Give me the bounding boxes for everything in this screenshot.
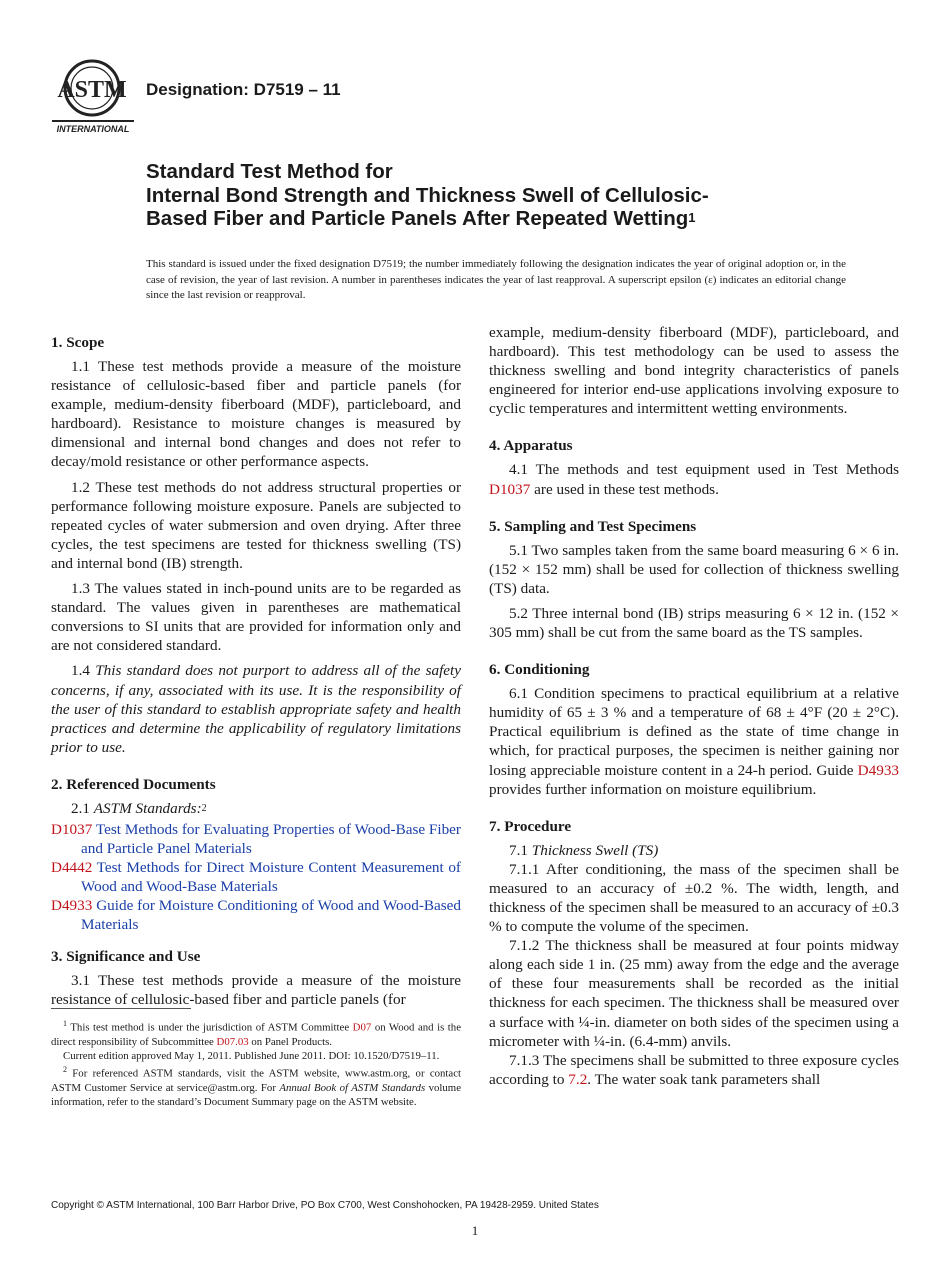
- footnote-2: [51, 1063, 461, 1109]
- section-heading-procedure: 7. Procedure: [489, 817, 572, 835]
- footnote-divider: [51, 1008, 191, 1009]
- paragraph-7-1-number: 7.1: [509, 841, 528, 859]
- astm-logo: [52, 58, 136, 134]
- paragraph-7-1-3-text-b: . The water soak tank parameters shall: [587, 1070, 821, 1088]
- section-7-2-link[interactable]: 7.2: [568, 1070, 588, 1088]
- title-line-1: Standard Test Method for: [146, 160, 393, 183]
- footnote-2-text-b: volume information, refer to the standard’s Document Summary page on the ASTM website.: [51, 1082, 461, 1109]
- footnote-1-text-c: on Panel Products.: [251, 1035, 332, 1048]
- footnote-mark-2: 2: [201, 802, 207, 814]
- reference-code[interactable]: D4933: [51, 897, 93, 915]
- paragraph-3-1-continued: example, medium-density fiberboard (MDF), particleboard, and hardboard). This test methodology can be used to assess the thickness swelling and bond integrity characteristics of panels engineered for interior end-use applications involving exposure to cyclic temperatures and intermittent wetting environments.: [489, 324, 899, 418]
- astm-logo-graphic: [52, 58, 136, 134]
- reference-title[interactable]: Test Methods for Evaluating Properties of Wood-Base Fiber and Particle Panel Materials: [81, 820, 461, 858]
- section-heading-sampling: 5. Sampling and Test Specimens: [489, 517, 697, 535]
- paragraph-7-1: [489, 841, 899, 860]
- section-heading-conditioning: 6. Conditioning: [489, 661, 590, 679]
- paragraph-6-1: [489, 684, 899, 799]
- issuance-note: This standard is issued under the fixed designation D7519; the number immediately following the designation indicates the year of original adoption or, in the case of revision, the year of last revision. A number in parentheses indicates the year of last reapproval. A superscript epsilon (ε) indicates an editorial change since the last revision or reapproval.: [146, 258, 846, 301]
- thickness-swell-label: Thickness Swell (TS): [531, 841, 659, 859]
- footnote-2-text-a: For referenced ASTM standards, visit the ASTM website, www.astm.org, or contact ASTM Customer Service at service@astm.org. For: [51, 1067, 461, 1094]
- paragraph-5-2: 5.2 Three internal bond (IB) strips measuring 6 × 12 in. (152 × 305 mm) shall be cut from the same board as the TS samples.: [489, 604, 899, 642]
- footnote-2-annual-book: Annual Book of ASTM Standards: [279, 1082, 426, 1094]
- paragraph-1-3: 1.3 The values stated in inch-pound units are to be regarded as standard. The values given in parentheses are mathematical conversions to SI units that are provided for information only and are not considered standard.: [51, 580, 461, 655]
- reference-title[interactable]: Guide for Moisture Conditioning of Wood and Wood-Based Materials: [81, 897, 461, 934]
- logo-subtext: INTERNATIONAL: [56, 124, 130, 134]
- paragraph-4-1-text-b: are used in these test methods.: [534, 480, 719, 498]
- title-line-3-text: Based Fiber and Particle Panels After Repeated Wetting: [146, 207, 689, 230]
- paragraph-7-1-3-text-a: 7.1.3 The specimens shall be submitted to three exposure cycles according to: [489, 1051, 899, 1088]
- paragraph-1-4-text: This standard does not purport to address all of the safety concerns, if any, associated with its use. It is the responsibility of the user of this standard to establish appropriate safety and health practices and determine the applicability of regulatory limitations prior to use.: [51, 662, 461, 756]
- paragraph-5-1: 5.1 Two samples taken from the same board measuring 6 × 6 in. (152 × 152 mm) shall be used for collection of thickness swelling (TS) data.: [489, 541, 899, 597]
- copyright-notice: Copyright © ASTM International, 100 Barr Harbor Drive, PO Box C700, West Conshohocken, PA 19428-2959. United States: [51, 1200, 599, 1211]
- paragraph-1-4: [51, 661, 461, 756]
- reference-item-d4442[interactable]: [51, 858, 461, 896]
- astm-standards-label: ASTM Standards:: [93, 799, 202, 817]
- paragraph-1-4-number: 1.4: [71, 662, 90, 680]
- reference-code[interactable]: D1037: [51, 820, 93, 838]
- right-column: [489, 323, 899, 1089]
- section-heading-significance: 3. Significance and Use: [51, 947, 201, 965]
- footnote-1-text-a: This test method is under the jurisdiction of ASTM Committee: [70, 1021, 350, 1034]
- conditioning-d4933-link[interactable]: D4933: [857, 761, 900, 779]
- page-number: 1: [471, 1223, 479, 1238]
- reference-code[interactable]: D4442: [51, 859, 93, 877]
- left-column: [51, 333, 461, 1015]
- section-heading-apparatus: 4. Apparatus: [489, 437, 573, 455]
- paragraph-6-1-text-b: provides further information on moisture equilibrium.: [489, 780, 817, 798]
- paragraph-4-1-text-a: 4.1 The methods and test equipment used in Test Methods: [509, 461, 899, 479]
- designation-label: Designation: D7519 – 11: [146, 80, 341, 99]
- document-title: [146, 160, 906, 233]
- reference-item-d1037[interactable]: [51, 820, 461, 858]
- footnote-1-text-b: on Wood and is the direct responsibility of Subcommittee: [51, 1021, 462, 1048]
- paragraph-7-1-2: 7.1.2 The thickness shall be measured at four points midway along each side 1 in. (25 mm) away from the edge and the average of these four measurements shall be recorded as the initial thickness for each specimen. The thickness shall be measured over a surface with ¼-in. diameter on both sides of the specimen using a micrometer with ¼-in. (6.4-mm) anvils.: [489, 937, 899, 1050]
- title-line-2: Internal Bond Strength and Thickness Swell of Cellulosic-: [146, 183, 709, 207]
- logo-text: ASTM: [57, 77, 127, 103]
- footnote-1: [51, 1017, 461, 1049]
- footnote-1-edition: Current edition approved May 1, 2011. Published June 2011. DOI: 10.1520/D7519–11.: [63, 1050, 440, 1062]
- footnotes: [51, 1017, 461, 1109]
- paragraph-3-1-start: 3.1 These test methods provide a measure of the moisture resistance of cellulosic-based fiber and particle panels (for: [51, 971, 461, 1008]
- footnote-1-mark: 1: [63, 1019, 67, 1028]
- paragraph-2-1: [51, 799, 461, 820]
- section-heading-scope: 1. Scope: [51, 334, 105, 351]
- paragraph-1-1: 1.1 These test methods provide a measure of the moisture resistance of cellulosic-based fiber and particle panels (for example, medium-density fiberboard (MDF), particleboard, and hardboard). Resistance to moisture changes is measured by dimensional and internal bond changes and does not refer to decay/mold resistance or other performance aspects.: [51, 358, 461, 471]
- section-heading-referenced-documents: 2. Referenced Documents: [51, 775, 216, 793]
- title-footnote-mark: 1: [688, 210, 696, 225]
- footnote-2-mark: 2: [63, 1065, 67, 1075]
- reference-title[interactable]: Test Methods for Direct Moisture Content Measurement of Wood and Wood-Base Materials: [81, 859, 461, 896]
- paragraph-2-1-number: 2.1: [71, 799, 90, 817]
- paragraph-6-1-text-a: 6.1 Condition specimens to practical equilibrium at a relative humidity of 65 ± 3 % and a temperature of 68 ± 4°F (20 ± 2°C). Practical equilibrium is defined as the state of time change in which, for practical purposes, the specimen is neither gaining nor losing appreciable moisture content in a 24-h period. Guide: [489, 685, 899, 779]
- footnote-subcommittee-link[interactable]: D07.03: [216, 1035, 249, 1048]
- title-line-3: [146, 207, 906, 233]
- footnote-committee-link[interactable]: D07: [352, 1021, 372, 1034]
- paragraph-7-1-1: 7.1.1 After conditioning, the mass of the specimen shall be measured to an accuracy of ±0.2 %. The width, length, and thickness of the specimen shall be measured to an accuracy of ±0.3 % to compute the volume of the specimen.: [489, 860, 899, 936]
- apparatus-d1037-link[interactable]: D1037: [489, 480, 531, 498]
- reference-item-d4933[interactable]: [51, 896, 461, 934]
- paragraph-7-1-3: [489, 1051, 899, 1089]
- paragraph-1-2: 1.2 These test methods do not address structural properties or performance following moisture exposure. Panels are subjected to repeated cycles of water submersion and oven drying. After three cycles, the test specimens are tested for thickness swelling (TS) and internal bond (IB) strength.: [51, 478, 461, 572]
- paragraph-4-1: [489, 460, 899, 498]
